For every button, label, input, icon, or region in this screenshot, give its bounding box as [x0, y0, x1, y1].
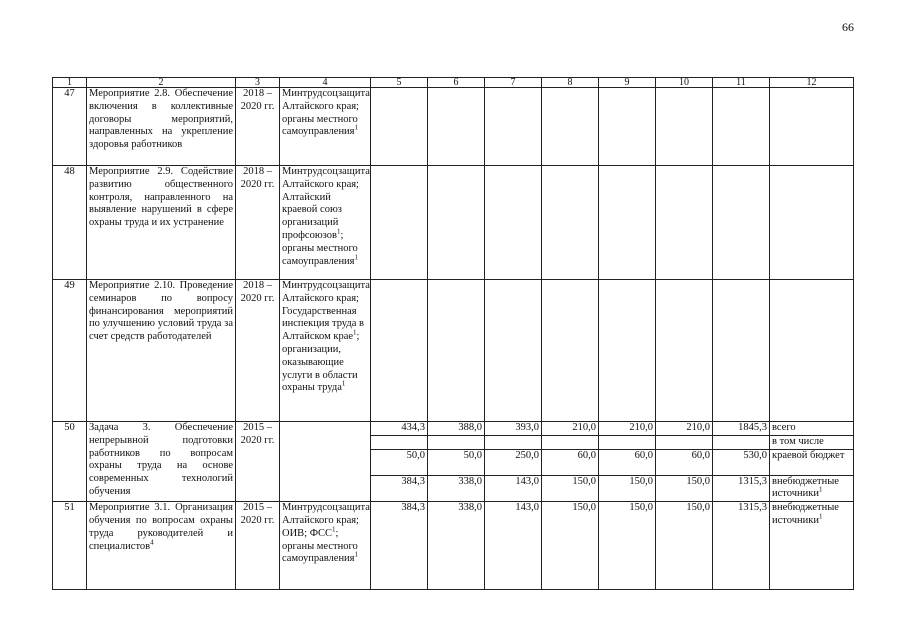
table-row — [53, 88, 854, 166]
column-number: 2 — [87, 78, 236, 88]
period: 2018 – 2020 гг. — [236, 88, 280, 166]
row-number: 50 — [53, 422, 87, 502]
footnote-mark: 1 — [336, 227, 341, 236]
source-label-text: внебюджетные источники — [772, 502, 839, 526]
value-cell: 143,0 — [485, 502, 542, 590]
task-name: Задача 3. Обеспечение непрерывной подготовки работников по вопросам охраны труда на основе современных технологий обучения — [87, 422, 236, 502]
value-cell: 50,0 — [371, 449, 428, 475]
value-cell: 150,0 — [599, 502, 656, 590]
empty-cell — [656, 166, 713, 280]
footnote-mark: 1 — [354, 123, 359, 132]
table-row — [53, 166, 854, 280]
empty-cell — [599, 88, 656, 166]
value-cell: 50,0 — [428, 449, 485, 475]
empty-cell — [713, 435, 770, 449]
empty-cell — [770, 166, 854, 280]
value-cell: 60,0 — [599, 449, 656, 475]
empty-cell — [428, 88, 485, 166]
executors-text: Минтрудсоцзащита Алтайского края; Алтайский краевой союз организаций профсоюзов — [282, 166, 370, 241]
column-number: 4 — [280, 78, 371, 88]
column-number-row — [53, 78, 854, 88]
footnote-mark: 1 — [354, 550, 359, 559]
empty-cell — [371, 88, 428, 166]
row-number: 49 — [53, 280, 87, 422]
footnote-mark: 1 — [354, 253, 359, 262]
empty-cell — [542, 166, 599, 280]
row-number: 51 — [53, 502, 87, 590]
empty-cell — [371, 166, 428, 280]
empty-cell — [371, 280, 428, 422]
footnote-mark: 4 — [150, 538, 154, 547]
source-label — [770, 502, 854, 590]
empty-cell — [371, 435, 428, 449]
period: 2018 – 2020 гг. — [236, 166, 280, 280]
empty-cell — [485, 88, 542, 166]
empty-cell — [428, 435, 485, 449]
measure-name: Мероприятие 2.8. Обеспечение включения в коллективные договоры мероприятий, направленных на укрепление здоровья работников — [87, 88, 236, 166]
column-number: 10 — [656, 78, 713, 88]
measure-name: Мероприятие 2.10. Проведение семинаров по вопросу финансирования мероприятий по улучшению условий труда за счет средств работодателей — [87, 280, 236, 422]
value-cell: 384,3 — [371, 502, 428, 590]
executors — [280, 280, 371, 422]
total-cell: 1315,3 — [713, 502, 770, 590]
value-cell: 150,0 — [599, 475, 656, 502]
footnote-mark: 1 — [332, 525, 336, 534]
source-label — [770, 475, 854, 502]
empty-cell — [485, 280, 542, 422]
row-number: 47 — [53, 88, 87, 166]
column-number: 11 — [713, 78, 770, 88]
period: 2018 – 2020 гг. — [236, 280, 280, 422]
column-number: 8 — [542, 78, 599, 88]
value-cell: 434,3 — [371, 422, 428, 436]
empty-cell — [713, 166, 770, 280]
source-label: в том числе — [770, 435, 854, 449]
empty-cell — [599, 166, 656, 280]
column-number: 1 — [53, 78, 87, 88]
total-cell: 1845,3 — [713, 422, 770, 436]
page-number: 66 — [842, 20, 854, 34]
value-cell: 143,0 — [485, 475, 542, 502]
source-label: краевой бюджет — [770, 449, 854, 475]
empty-cell — [485, 435, 542, 449]
executors — [280, 166, 371, 280]
empty-cell — [599, 280, 656, 422]
value-cell: 388,0 — [428, 422, 485, 436]
empty-cell — [656, 88, 713, 166]
column-number: 9 — [599, 78, 656, 88]
empty-cell — [485, 166, 542, 280]
empty-cell — [656, 280, 713, 422]
value-cell: 150,0 — [542, 475, 599, 502]
value-cell: 150,0 — [656, 502, 713, 590]
measure-name: Мероприятие 2.9. Содействие развитию общественного контроля, направленного на выявление нарушений в сфере охраны труда и их устранение — [87, 166, 236, 280]
table-row — [53, 280, 854, 422]
column-number: 6 — [428, 78, 485, 88]
value-cell: 210,0 — [599, 422, 656, 436]
executors — [280, 502, 371, 590]
period: 2015 – 2020 гг. — [236, 422, 280, 502]
executors-text: Минтрудсоцзащита Алтайского края; ОИВ; ФСС — [282, 502, 370, 539]
column-number: 12 — [770, 78, 854, 88]
value-cell: 384,3 — [371, 475, 428, 502]
measure-name-text: Мероприятие 3.1. Организация обучения по вопросам охраны труда руководителей и специалистов — [89, 502, 233, 552]
executors-text: Минтрудсоцзащита Алтайского края; органы местного самоуправления — [282, 88, 370, 138]
empty-cell — [542, 435, 599, 449]
empty-cell — [713, 280, 770, 422]
column-number: 3 — [236, 78, 280, 88]
column-number: 7 — [485, 78, 542, 88]
empty-cell — [542, 88, 599, 166]
value-cell: 150,0 — [656, 475, 713, 502]
value-cell: 393,0 — [485, 422, 542, 436]
row-number: 48 — [53, 166, 87, 280]
empty-cell — [770, 88, 854, 166]
empty-cell — [428, 166, 485, 280]
footnote-mark: 1 — [353, 328, 357, 337]
empty-cell — [770, 280, 854, 422]
value-cell: 60,0 — [542, 449, 599, 475]
footnote-mark: 1 — [818, 485, 823, 494]
footnote-mark: 1 — [341, 379, 346, 388]
empty-cell — [713, 88, 770, 166]
total-cell: 530,0 — [713, 449, 770, 475]
column-number: 5 — [371, 78, 428, 88]
table-row — [53, 502, 854, 590]
total-cell: 1315,3 — [713, 475, 770, 502]
value-cell: 210,0 — [656, 422, 713, 436]
source-label: всего — [770, 422, 854, 436]
empty-cell — [280, 422, 371, 502]
executors — [280, 88, 371, 166]
value-cell: 150,0 — [542, 502, 599, 590]
executors-text: ; органы местного самоуправления — [282, 229, 358, 267]
measure-name — [87, 502, 236, 590]
executors-text: ; организации, оказывающие услуги в области охраны труда — [282, 331, 360, 394]
executors-text: ; органы местного самоуправления — [282, 527, 358, 565]
period: 2015 – 2020 гг. — [236, 502, 280, 590]
value-cell: 338,0 — [428, 502, 485, 590]
value-cell: 60,0 — [656, 449, 713, 475]
empty-cell — [542, 280, 599, 422]
source-label-text: внебюджетные источники — [772, 475, 839, 500]
empty-cell — [656, 435, 713, 449]
empty-cell — [599, 435, 656, 449]
table-row — [53, 422, 854, 436]
footnote-mark: 1 — [818, 512, 823, 521]
executors-text: Минтрудсоцзащита Алтайского края; Государственная инспекция труда в Алтайском крае — [282, 280, 370, 343]
program-table — [52, 77, 854, 590]
value-cell: 210,0 — [542, 422, 599, 436]
value-cell: 250,0 — [485, 449, 542, 475]
value-cell: 338,0 — [428, 475, 485, 502]
empty-cell — [428, 280, 485, 422]
